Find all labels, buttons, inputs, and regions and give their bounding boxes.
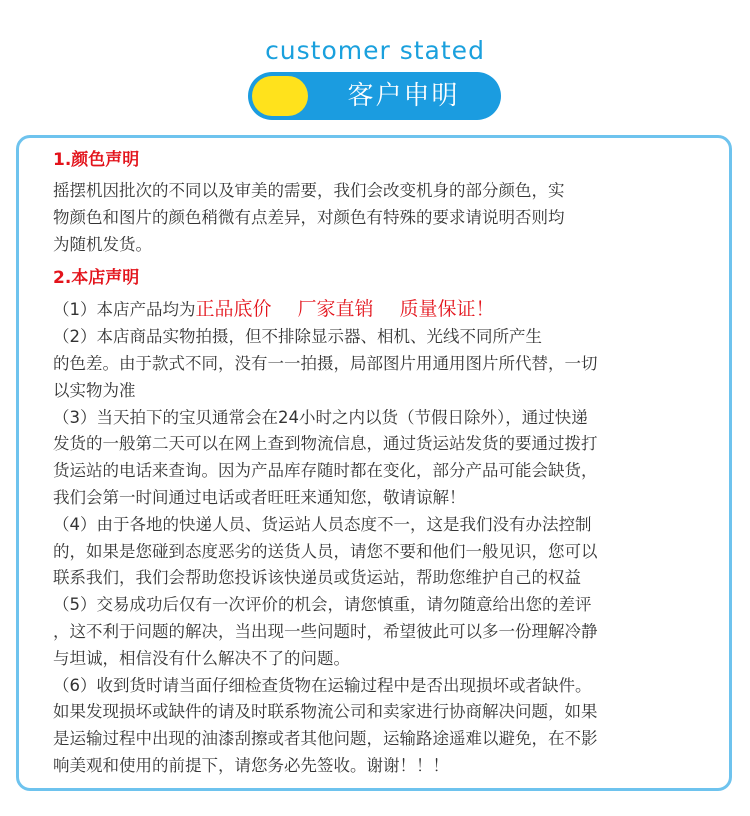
yellow-dot-decoration: [252, 76, 308, 116]
section1-line: 物颜色和图片的颜色稍微有点差异，对颜色有特殊的要求请说明否则均: [53, 207, 565, 227]
section2-line: （5）交易成功后仅有一次评价的机会，请您慎重，请勿随意给出您的差评: [53, 595, 592, 615]
item1-line: [53, 296, 713, 324]
highlight-factory-direct: 厂家直销: [297, 298, 374, 321]
section2-line: （6）收到货时请当面仔细检查货物在运输过程中是否出现损坏或者缺件。: [53, 675, 592, 695]
highlight-quality-guarantee: 质量保证！: [399, 298, 495, 321]
section2-line: 联系我们，我们会帮助您投诉该快递员或货运站，帮助您维护自己的权益: [53, 568, 581, 588]
section2-line: 与坦诚，相信没有什么解决不了的问题。: [53, 648, 350, 668]
section2-line: 是运输过程中出现的油漆刮擦或者其他问题，运输路途遥难以避免，在不影: [53, 729, 598, 749]
statement-panel: [16, 135, 732, 791]
highlight-genuine-price: 正品底价: [195, 298, 272, 321]
section2-line: 响美观和使用的前提下，请您务必先签收。谢谢！！！: [53, 755, 449, 775]
section2-line: 如果发现损坏或缺件的请及时联系物流公司和卖家进行协商解决问题，如果: [53, 702, 598, 722]
english-title: customer stated: [265, 36, 485, 65]
section2-line: （3）当天拍下的宝贝通常会在24小时之内以货（节假日除外），通过快递: [53, 407, 588, 427]
chinese-title: 客户申明: [347, 81, 460, 111]
section2-line: ，这不利于问题的解决，当出现一些问题时，希望彼此可以多一份理解冷静: [53, 621, 598, 641]
section2-line: （2）本店商品实物拍摄，但不排除显示器、相机、光线不同所产生: [53, 327, 542, 347]
section2-line: （4）由于各地的快递人员、货运站人员态度不一，这是我们没有办法控制: [53, 514, 592, 534]
section1-line: 为随机发货。: [53, 234, 152, 254]
item1-prefix: （1）本店产品均为: [53, 300, 196, 320]
section2-line: 的，如果是您碰到态度恶劣的送货人员，请您不要和他们一般见识，您可以: [53, 541, 598, 561]
section2-line: 的色差。由于款式不同，没有一一拍摄，局部图片用通用图片所代替，一切: [53, 353, 598, 373]
title-banner: [248, 72, 501, 120]
section2-line: 发货的一般第二天可以在网上查到物流信息，通过货运站发货的要通过拨打: [53, 434, 598, 454]
section1-body: [53, 178, 713, 258]
section2-body: [53, 296, 713, 779]
section2-line: 我们会第一时间通过电话或者旺旺来通知您，敬请谅解！: [53, 487, 466, 507]
section1-line: 摇摆机因批次的不同以及审美的需要，我们会改变机身的部分颜色，实: [53, 181, 565, 200]
section2-title: 2.本店声明: [53, 268, 140, 289]
statement-content: [53, 148, 713, 780]
section1-title: 1.颜色声明: [53, 150, 140, 170]
section2-line: 以实物为准: [53, 380, 136, 400]
section2-line: 货运站的电话来查询。因为产品库存随时都在变化，部分产品可能会缺货，: [53, 461, 598, 481]
